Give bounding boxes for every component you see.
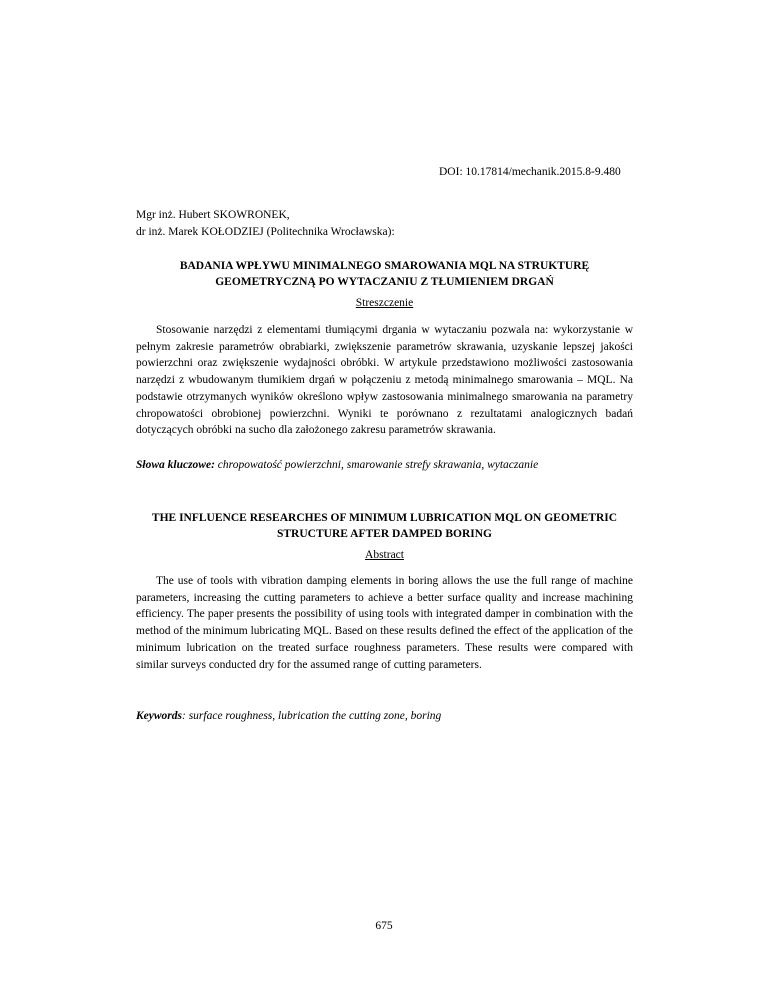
english-title (136, 510, 633, 542)
author-line: dr inż. Marek KOŁODZIEJ (Politechnika Wrocławska): (136, 226, 395, 238)
page-number: 675 (375, 920, 393, 932)
polish-keywords (136, 459, 633, 471)
title-line: GEOMETRYCZNĄ PO WYTACZANIU Z TŁUMIENIEM DRGAŃ (215, 276, 554, 288)
title-line: BADANIA WPŁYWU MINIMALNEGO SMAROWANIA MQL NA STRUKTURĘ (179, 260, 590, 272)
english-abstract-heading: Abstract (365, 549, 404, 561)
doi-line: DOI: 10.17814/mechanik.2015.8-9.480 (439, 166, 621, 178)
keywords-text: chropowatość powierzchni, smarowanie strefy skrawania, wytaczanie (214, 459, 539, 471)
polish-abstract-heading: Streszczenie (355, 297, 414, 309)
title-line: STRUCTURE AFTER DAMPED BORING (276, 528, 492, 540)
title-line: THE INFLUENCE RESEARCHES OF MINIMUM LUBRICATION MQL ON GEOMETRIC (151, 512, 618, 524)
polish-title (136, 258, 633, 290)
author-block (136, 207, 395, 241)
keywords-label: Keywords (136, 710, 182, 722)
polish-abstract-text: Stosowanie narzędzi z elementami tłumiącymi drgania w wytaczaniu pozwala na: wykorzystanie w pełnym zakresie parametrów obrabiarki, zwiększenie parametrów skrawania, uzyskanie lepszej jakości powierzchni oraz zwiększenie wydajności obróbki. W artykule przedstawiono możliwości zastosowania narzędzi z wbudowanym tłumikiem drgań w połączeniu z metodą minimalnego smarowania – MQL. Na podstawie otrzymanych wyników określono wpływ zastosowania minimalnego smarowania na parametry chropowatości obrobionej powierzchni. Wyniki te porównano z rezultatami analogicznych badań dotyczących obróbki na sucho dla założonego zakresu parametrów skrawania. (136, 324, 633, 437)
author-line: Mgr inż. Hubert SKOWRONEK, (136, 209, 290, 221)
english-abstract-text: The use of tools with vibration damping elements in boring allows the use the full range of machine parameters, increasing the cutting parameters to achieve a better surface quality and increase machining efficiency. The paper presents the possibility of using tools with integrated damper in combination with the method of the minimum lubricating MQL. Based on these results defined the effect of the application of the minimum lubrication on the treated surface roughness parameters. These results were compared with similar surveys conducted dry for the assumed range of cutting parameters. (136, 575, 633, 671)
english-keywords (136, 710, 633, 722)
keywords-label: Słowa kluczowe: (136, 459, 215, 471)
keywords-text: : surface roughness, lubrication the cutting zone, boring (182, 710, 442, 722)
